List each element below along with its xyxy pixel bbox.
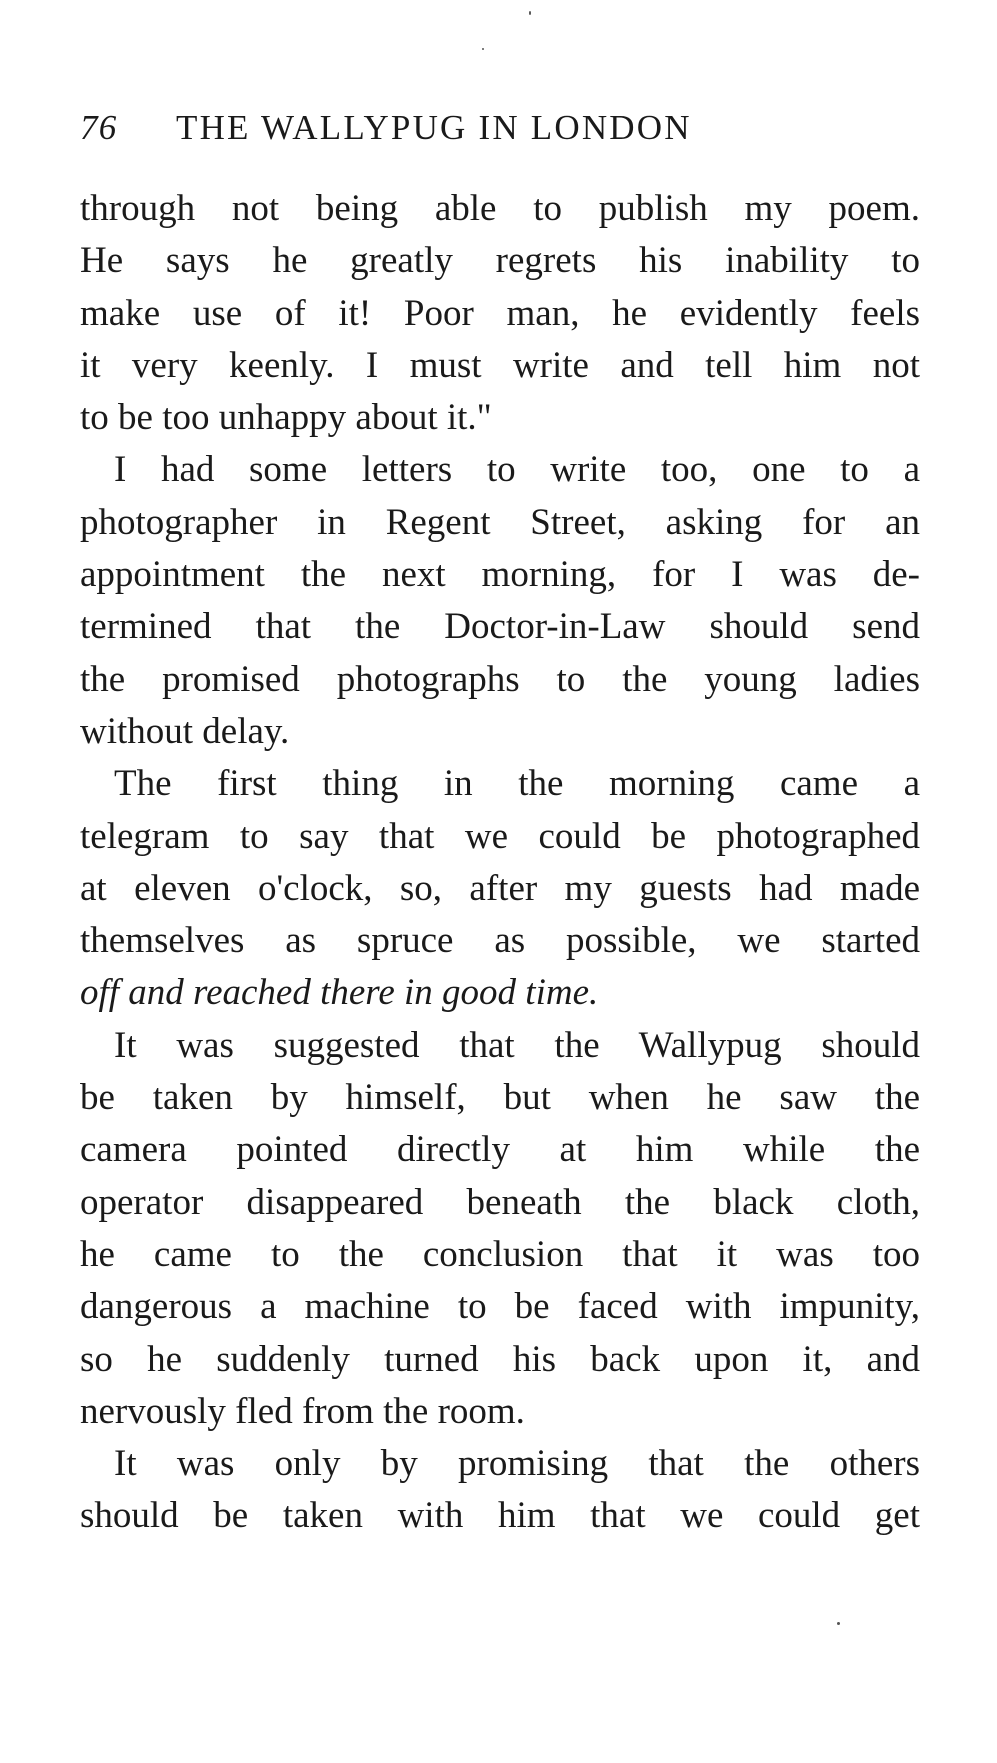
text-line: dangerous a machine to be faced with impunity,: [80, 1286, 920, 1328]
text-line: he came to the conclusion that it was too: [80, 1233, 920, 1275]
page-number: 76: [80, 108, 118, 147]
paragraph-start-line: It was suggested that the Wallypug should: [114, 1024, 920, 1066]
running-title: THE WALLYPUG IN LONDON: [176, 108, 692, 147]
text-line: photographer in Regent Street, asking for an: [80, 501, 920, 543]
text-line: He says he greatly regrets his inability to: [80, 240, 920, 282]
paper-speck: [482, 48, 484, 50]
text-line: the promised photographs to the young ladies: [80, 658, 920, 700]
body-text: [80, 183, 920, 1543]
text-line: at eleven o'clock, so, after my guests had made: [80, 867, 920, 909]
paper-speck: [529, 11, 531, 15]
text-line: operator disappeared beneath the black cloth,: [80, 1181, 920, 1223]
text-line: it very keenly. I must write and tell him not: [80, 344, 920, 386]
paper-speck: [837, 1622, 840, 1625]
text-line: without delay.: [80, 710, 290, 752]
text-line: termined that the Doctor-in-Law should send: [80, 606, 920, 648]
text-line: through not being able to publish my poem.: [80, 188, 920, 229]
text-line: should be taken with him that we could get: [80, 1495, 920, 1537]
text-line: camera pointed directly at him while the: [80, 1129, 920, 1171]
text-line: appointment the next morning, for I was de-: [80, 554, 920, 596]
text-line: telegram to say that we could be photographed: [80, 815, 920, 857]
paragraph-start-line: It was only by promising that the others: [114, 1443, 920, 1485]
paragraph-start-line: I had some letters to write too, one to a: [114, 449, 920, 491]
text-line: to be too unhappy about it.": [80, 397, 492, 439]
paragraph-start-line: The first thing in the morning came a: [114, 763, 920, 805]
text-line: nervously fled from the room.: [80, 1390, 525, 1432]
text-line: themselves as spruce as possible, we started: [80, 920, 920, 962]
text-line: be taken by himself, but when he saw the: [80, 1077, 920, 1119]
text-line: off and reached there in good time.: [80, 972, 599, 1014]
text-line: make use of it! Poor man, he evidently feels: [80, 292, 920, 334]
text-line: so he suddenly turned his back upon it, and: [80, 1338, 920, 1380]
running-head: [80, 108, 840, 156]
